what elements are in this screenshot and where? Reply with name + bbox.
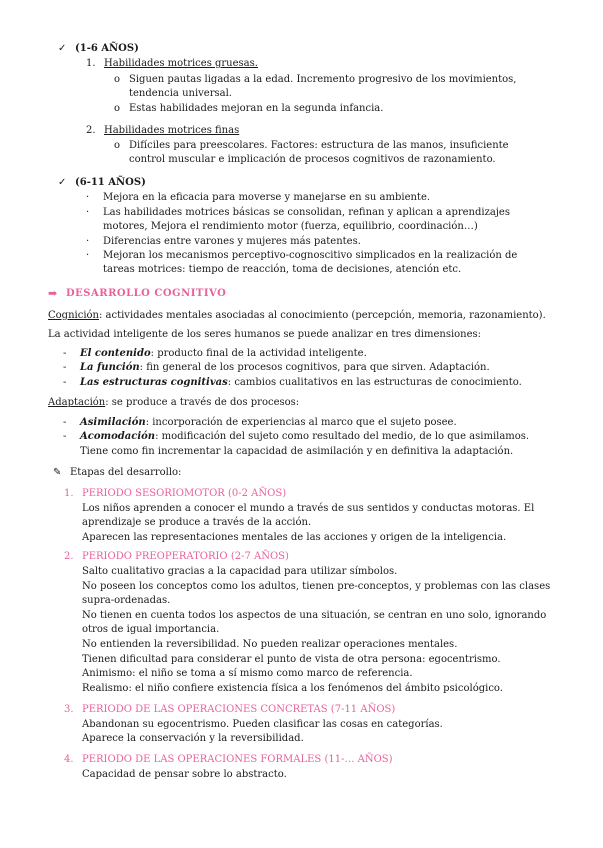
period-line: No poseen los conceptos como los adultos, tienen pre-conceptos, y problemas con las clases xyxy=(82,581,551,592)
period-line: No entienden la reversibilidad. No pueden realizar operaciones mentales. xyxy=(82,639,458,650)
pencil-icon: ✎ xyxy=(53,467,62,478)
period-line: Realismo: el niño confiere existencia física a los fenómenos del ámbito psicológico. xyxy=(82,683,503,694)
circle-bullet-icon: o xyxy=(114,103,121,114)
period-line: aprendizaje se produce a través de la acción. xyxy=(82,517,312,528)
check-icon: ✓ xyxy=(58,177,67,188)
dimension-term: El contenido xyxy=(80,348,151,359)
bullet-text: tareas motrices: tiempo de reacción, toma de decisiones, atención etc. xyxy=(103,264,462,275)
period-line: otros de igual importancia. xyxy=(82,624,220,635)
definition-line xyxy=(48,309,546,323)
definition-line xyxy=(48,396,299,410)
period-line: No tienen en cuenta todos los aspectos de una situación, se centran en uno solo, ignorando xyxy=(82,610,547,621)
dimension-item xyxy=(80,361,490,375)
period-number: 2. xyxy=(64,551,74,562)
circle-bullet-icon: o xyxy=(114,74,121,85)
bullet-text: Difíciles para preescolares. Factores: estructura de las manos, insuficiente xyxy=(129,140,509,151)
bullet-text: tendencia universal. xyxy=(129,88,232,99)
section-heading-desarrollo: DESARROLLO COGNITIVO xyxy=(66,288,227,299)
circle-bullet-icon: o xyxy=(114,140,121,151)
list-item-title: Habilidades motrices gruesas. xyxy=(104,58,258,69)
check-icon: ✓ xyxy=(58,43,67,54)
dimension-item xyxy=(80,347,367,361)
period-line: Animismo: el niño se toma a sí mismo como marco de referencia. xyxy=(82,668,413,679)
process-item xyxy=(80,416,457,430)
period-line: Abandonan su egocentrismo. Pueden clasificar las cosas en categorías. xyxy=(82,719,443,730)
dash-icon: - xyxy=(63,348,67,359)
dot-bullet-icon: · xyxy=(86,207,90,218)
dash-icon: - xyxy=(63,431,67,442)
period-line: supra-ordenadas. xyxy=(82,595,171,606)
bullet-text: Siguen pautas ligadas a la edad. Incremento progresivo de los movimientos, xyxy=(129,74,517,85)
dot-bullet-icon: · xyxy=(86,250,90,261)
dot-bullet-icon: · xyxy=(86,192,90,203)
paragraph: La actividad inteligente de los seres humanos se puede analizar en tres dimensiones: xyxy=(48,329,482,340)
process-text: : incorporación de experiencias al marco que el sujeto posee. xyxy=(145,417,457,428)
bullet-text: Mejoran los mecanismos perceptivo-cognoscitivo simplicados en la realización de xyxy=(103,250,518,261)
definition-term: Cognición xyxy=(48,310,99,321)
bullet-text: Diferencias entre varones y mujeres más patentes. xyxy=(103,236,361,247)
period-title: PERIODO DE LAS OPERACIONES CONCRETAS (7-11 AÑOS) xyxy=(82,704,396,715)
stages-label: Etapas del desarrollo: xyxy=(70,467,182,478)
bullet-text: control muscular e implicación de procesos cognitivos de razonamiento. xyxy=(129,154,496,165)
period-line: Aparece la conservación y la reversibilidad. xyxy=(82,733,304,744)
section-heading-6-11: (6-11 AÑOS) xyxy=(75,177,146,188)
process-item xyxy=(80,430,529,444)
process-text: : modificación del sujeto como resultado del medio, de lo que asimilamos. xyxy=(155,431,530,442)
section-heading-1-6: (1-6 AÑOS) xyxy=(75,43,139,54)
list-number: 2. xyxy=(86,125,96,136)
process-term: Acomodación xyxy=(80,431,156,442)
dimension-text: : producto final de la actividad inteligente. xyxy=(150,348,367,359)
period-number: 4. xyxy=(64,754,74,765)
paragraph: Tiene como fin incrementar la capacidad de asimilación y en definitiva la adaptación. xyxy=(80,446,514,457)
bullet-text: Estas habilidades mejoran en la segunda infancia. xyxy=(129,103,384,114)
definition-term: Adaptación xyxy=(48,397,106,408)
period-line: Tienen dificultad para considerar el punto de vista de otra persona: egocentrismo. xyxy=(82,654,501,665)
dimension-term: Las estructuras cognitivas xyxy=(80,377,228,388)
dash-icon: - xyxy=(63,377,67,388)
arrow-icon: ➡ xyxy=(48,287,58,300)
bullet-text: Las habilidades motrices básicas se consolidan, refinan y aplican a aprendizajes xyxy=(103,207,510,218)
list-number: 1. xyxy=(86,58,96,69)
period-title: PERIODO SESORIOMOTOR (0-2 AÑOS) xyxy=(82,488,287,499)
list-item-title: Habilidades motrices finas xyxy=(104,125,240,136)
dimension-text: : fin general de los procesos cognitivos, para que sirven. Adaptación. xyxy=(139,362,490,373)
period-title: PERIODO DE LAS OPERACIONES FORMALES (11-… AÑOS) xyxy=(82,754,393,765)
dash-icon: - xyxy=(63,417,67,428)
definition-text: : actividades mentales asociadas al conocimiento (percepción, memoria, razonamiento). xyxy=(98,310,546,321)
period-number: 1. xyxy=(64,488,74,499)
definition-text: : se produce a través de dos procesos: xyxy=(105,397,300,408)
period-line: Capacidad de pensar sobre lo abstracto. xyxy=(82,769,287,780)
dimension-text: : cambios cualitativos en las estructuras de conocimiento. xyxy=(227,377,522,388)
period-title: PERIODO PREOPERATORIO (2-7 AÑOS) xyxy=(82,551,289,562)
period-line: Aparecen las representaciones mentales de las acciones y origen de la inteligencia. xyxy=(82,532,507,543)
period-line: Salto cualitativo gracias a la capacidad para utilizar símbolos. xyxy=(82,566,398,577)
dot-bullet-icon: · xyxy=(86,236,90,247)
bullet-text: Mejora en la eficacia para moverse y manejarse en su ambiente. xyxy=(103,192,431,203)
period-line: Los niños aprenden a conocer el mundo a través de sus sentidos y conductas motoras. El xyxy=(82,503,535,514)
dimension-item xyxy=(80,376,522,390)
dash-icon: - xyxy=(63,362,67,373)
bullet-text: motores, Mejora el rendimiento motor (fuerza, equilibrio, coordinación…) xyxy=(103,221,478,232)
dimension-term: La función xyxy=(80,362,140,373)
process-term: Asimilación xyxy=(80,417,146,428)
period-number: 3. xyxy=(64,704,74,715)
